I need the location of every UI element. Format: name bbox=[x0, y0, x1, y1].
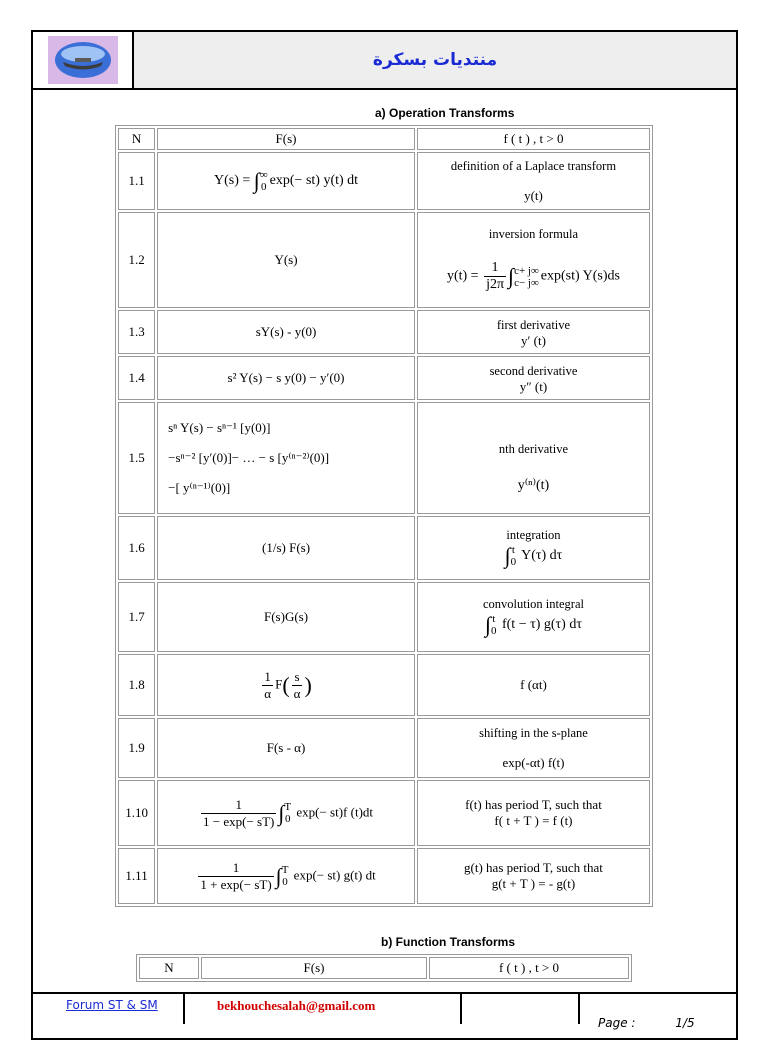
transform-fs: s² Y(s) − s y(0) − y′(0) bbox=[157, 356, 415, 400]
column-header-ft: f ( t ) , t > 0 bbox=[429, 957, 629, 979]
transform-fs: sY(s) - y(0) bbox=[157, 310, 415, 354]
function-transforms-table bbox=[136, 954, 632, 982]
property-note: second derivative bbox=[489, 364, 578, 378]
page-value: 1/5 bbox=[675, 1016, 695, 1030]
time-function: y′ (t) bbox=[521, 333, 546, 348]
table-row bbox=[118, 654, 650, 716]
row-number: 1.5 bbox=[118, 402, 155, 514]
transform-ft bbox=[417, 582, 650, 652]
page-footer bbox=[31, 992, 738, 1030]
transform-ft bbox=[417, 152, 650, 210]
table-row bbox=[118, 780, 650, 846]
transform-fs bbox=[157, 402, 415, 514]
transform-fs: (1/s) F(s) bbox=[157, 516, 415, 580]
table-row bbox=[118, 718, 650, 778]
transform-fs: F(s)G(s) bbox=[157, 582, 415, 652]
column-header-ft: f ( t ) , t > 0 bbox=[417, 128, 650, 150]
transform-ft bbox=[417, 848, 650, 904]
expression-line: −[ y⁽ⁿ⁻¹⁾(0)] bbox=[168, 480, 231, 495]
row-number: 1.3 bbox=[118, 310, 155, 354]
section-a-title: a) Operation Transforms bbox=[375, 106, 515, 120]
time-function: y⁽ⁿ⁾(t) bbox=[517, 478, 550, 493]
time-function: f( t + T ) = f (t) bbox=[494, 813, 573, 828]
table-header-row bbox=[118, 128, 650, 150]
transform-ft bbox=[417, 402, 650, 514]
row-number: 1.2 bbox=[118, 212, 155, 308]
expression-line: −sⁿ⁻² [y′(0)]− … − s [y⁽ⁿ⁻²⁾(0)] bbox=[168, 450, 330, 465]
table-row bbox=[118, 402, 650, 514]
property-note: first derivative bbox=[496, 318, 571, 332]
time-function: y(t) bbox=[524, 187, 543, 203]
expression-line: sⁿ Y(s) − sⁿ⁻¹ [y(0)] bbox=[168, 420, 271, 435]
transform-fs: $\frac{1}{1 - \exp(- sT)}$ ∫ T 0 exp(− st)f (t)dt bbox=[157, 780, 415, 846]
table-row bbox=[118, 152, 650, 210]
row-number: 1.4 bbox=[118, 356, 155, 400]
row-number: 1.10 bbox=[118, 780, 155, 846]
table-row bbox=[118, 848, 650, 904]
row-number: 1.11 bbox=[118, 848, 155, 904]
page-number bbox=[580, 994, 738, 1030]
property-note: integration bbox=[506, 527, 561, 542]
row-number: 1.8 bbox=[118, 654, 155, 716]
column-header-fs: F(s) bbox=[157, 128, 415, 150]
row-number: 1.7 bbox=[118, 582, 155, 652]
transform-fs: Y(s) bbox=[157, 212, 415, 308]
time-function: f (αt) bbox=[417, 654, 650, 716]
time-function: ∫ t 0 f(t − τ) g(τ) dτ bbox=[484, 611, 582, 637]
property-note: f(t) has period T, such that bbox=[465, 797, 602, 812]
operation-transforms-table bbox=[115, 125, 653, 907]
transform-ft bbox=[417, 780, 650, 846]
table-row bbox=[118, 310, 650, 354]
row-number: 1.1 bbox=[118, 152, 155, 210]
property-note: convolution integral bbox=[482, 596, 584, 611]
transform-fs: Y(s) = ∫ ∞ 0 exp(− st) y(t) dt bbox=[157, 152, 415, 210]
row-number: 1.9 bbox=[118, 718, 155, 778]
column-header-n: N bbox=[139, 957, 199, 979]
transform-fs: $\frac{1}{\alpha}$ F( $\frac{s}{\alpha}$ ) bbox=[157, 654, 415, 716]
footer-blank-cell bbox=[462, 994, 580, 1024]
row-number: 1.6 bbox=[118, 516, 155, 580]
time-function: ∫ t 0 Y(τ) dτ bbox=[504, 542, 563, 568]
forum-link[interactable]: Forum ST & SM bbox=[31, 994, 185, 1024]
contact-email: bekhouchesalah@gmail.com bbox=[185, 994, 462, 1024]
transform-ft bbox=[417, 310, 650, 354]
transform-ft bbox=[417, 212, 650, 308]
transform-ft bbox=[417, 516, 650, 580]
time-function: g(t + T ) = - g(t) bbox=[491, 876, 576, 891]
time-function: exp(-αt) f(t) bbox=[502, 754, 565, 770]
transform-fs: F(s - α) bbox=[157, 718, 415, 778]
forum-logo-icon bbox=[48, 36, 118, 84]
property-note: shifting in the s-plane bbox=[479, 725, 588, 740]
transform-ft bbox=[417, 356, 650, 400]
column-header-fs: F(s) bbox=[201, 957, 427, 979]
transform-fs: $\frac{1}{1 + \exp(- sT)}$ ∫ T 0 exp(− st) g(t) dt bbox=[157, 848, 415, 904]
table-row bbox=[118, 356, 650, 400]
logo-cell bbox=[33, 32, 134, 88]
inversion-formula: y(t) = $\frac{1}{j2\pi}$ ∫ c+ j∞ c− j∞ exp(st) Y(s)ds bbox=[446, 260, 620, 292]
transform-ft bbox=[417, 718, 650, 778]
page-header bbox=[31, 30, 738, 90]
page-label: Page : bbox=[598, 1016, 636, 1030]
time-function: y″ (t) bbox=[519, 379, 548, 394]
table-header-row bbox=[139, 957, 629, 979]
section-b-title: b) Function Transforms bbox=[381, 935, 516, 949]
property-note: definition of a Laplace transform bbox=[450, 158, 617, 173]
site-title: منتديات بسكرة bbox=[134, 32, 736, 88]
property-note: nth derivative bbox=[498, 442, 568, 456]
table-row bbox=[118, 516, 650, 580]
table-row bbox=[118, 582, 650, 652]
table-row bbox=[118, 212, 650, 308]
property-note: inversion formula bbox=[488, 227, 579, 241]
column-header-n: N bbox=[118, 128, 155, 150]
property-note: g(t) has period T, such that bbox=[464, 860, 603, 875]
